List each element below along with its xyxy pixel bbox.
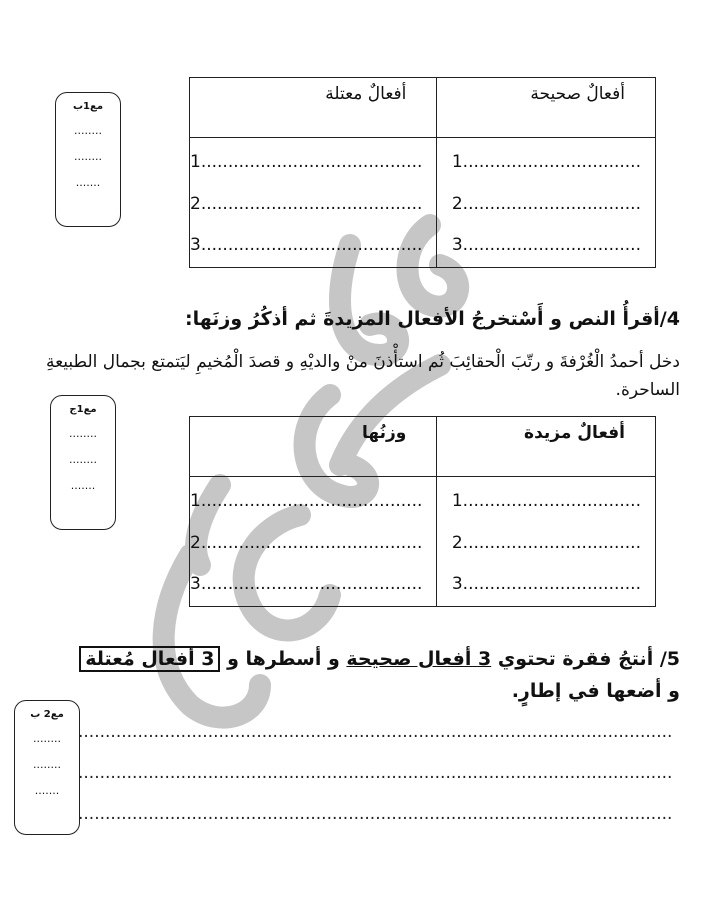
header-correct-verbs: أفعالٌ صحيحة [437, 78, 656, 138]
score-box-blank: ........ [69, 453, 97, 466]
answer-line[interactable]: 3......................................... [190, 235, 423, 255]
score-box-2 [50, 395, 116, 530]
answer-line[interactable]: 1................................. [451, 152, 641, 172]
answer-line[interactable]: 3......................................... [190, 574, 423, 594]
header-weak-verbs: أفعالٌ معتلة [190, 78, 437, 138]
answer-line-2[interactable]: .............................................................................................................. [78, 763, 673, 783]
score-box-title: مع2 ب [30, 709, 64, 720]
table-augmented-verbs [189, 416, 656, 607]
answer-line-3[interactable]: .............................................................................................................. [78, 804, 673, 824]
question-5-boxed: 3 أفعال مُعتلة [79, 646, 220, 672]
score-box-3 [14, 700, 80, 835]
score-box-blank: ........ [69, 427, 97, 440]
score-box-title: مع1ب [72, 101, 104, 112]
score-box-blank: ........ [74, 150, 102, 163]
score-box-blank: ........ [33, 732, 61, 745]
score-box-1 [55, 92, 121, 227]
score-box-blank: ....... [75, 176, 101, 189]
question-4-passage: دخل أحمدُ الْغُرْفةَ و رتّبَ الْحقائِبَ ثُم استأْذنَ منْ والديْهِ و قصدَ الْمُخيمِ ليَتمتع بجمال الطبيعةِ الساحرة. [45, 352, 680, 400]
column-verb-pattern [190, 477, 437, 607]
score-box-blank: ....... [34, 784, 60, 797]
answer-line[interactable]: 3................................. [451, 574, 641, 594]
score-box-blank: ........ [74, 124, 102, 137]
question-4-title: 4/أقرأُ النص و أَسْتخرجُ الأفعال المزيدةَ ثم أذكُرُ وزنَها: [185, 308, 680, 330]
question-5-middle: و أسطرها و [220, 648, 347, 670]
answer-line[interactable]: 2................................. [451, 532, 641, 553]
question-5-underlined: 3 أفعال صحيحة [346, 648, 492, 670]
score-box-blank: ....... [70, 479, 96, 492]
header-augmented-verbs: أفعالٌ مزيدة [437, 417, 656, 477]
header-verb-pattern: وزنُها [190, 417, 437, 477]
answer-line[interactable]: 1......................................... [190, 152, 423, 172]
score-box-blank: ........ [33, 758, 61, 771]
score-box-title: مع1ج [69, 404, 97, 415]
column-correct-verbs [437, 138, 656, 268]
answer-line[interactable]: 3................................. [451, 235, 641, 255]
question-5-title [79, 648, 680, 670]
answer-line[interactable]: 2......................................... [190, 532, 423, 553]
answer-line[interactable]: 2......................................... [190, 193, 423, 214]
answer-line[interactable]: 2................................. [451, 193, 641, 214]
question-5-prefix: 5/ أنتجُ فقرة تحتوي [491, 648, 680, 670]
question-5-line2: و أضعها في إطارٍ. [511, 680, 680, 702]
table-correct-vs-weak-verbs [189, 77, 656, 268]
column-augmented-verbs [437, 477, 656, 607]
column-weak-verbs [190, 138, 437, 268]
answer-line[interactable]: 1......................................... [190, 491, 423, 511]
answer-line-1[interactable]: .............................................................................................................. [78, 722, 673, 742]
answer-line[interactable]: 1................................. [451, 491, 641, 511]
